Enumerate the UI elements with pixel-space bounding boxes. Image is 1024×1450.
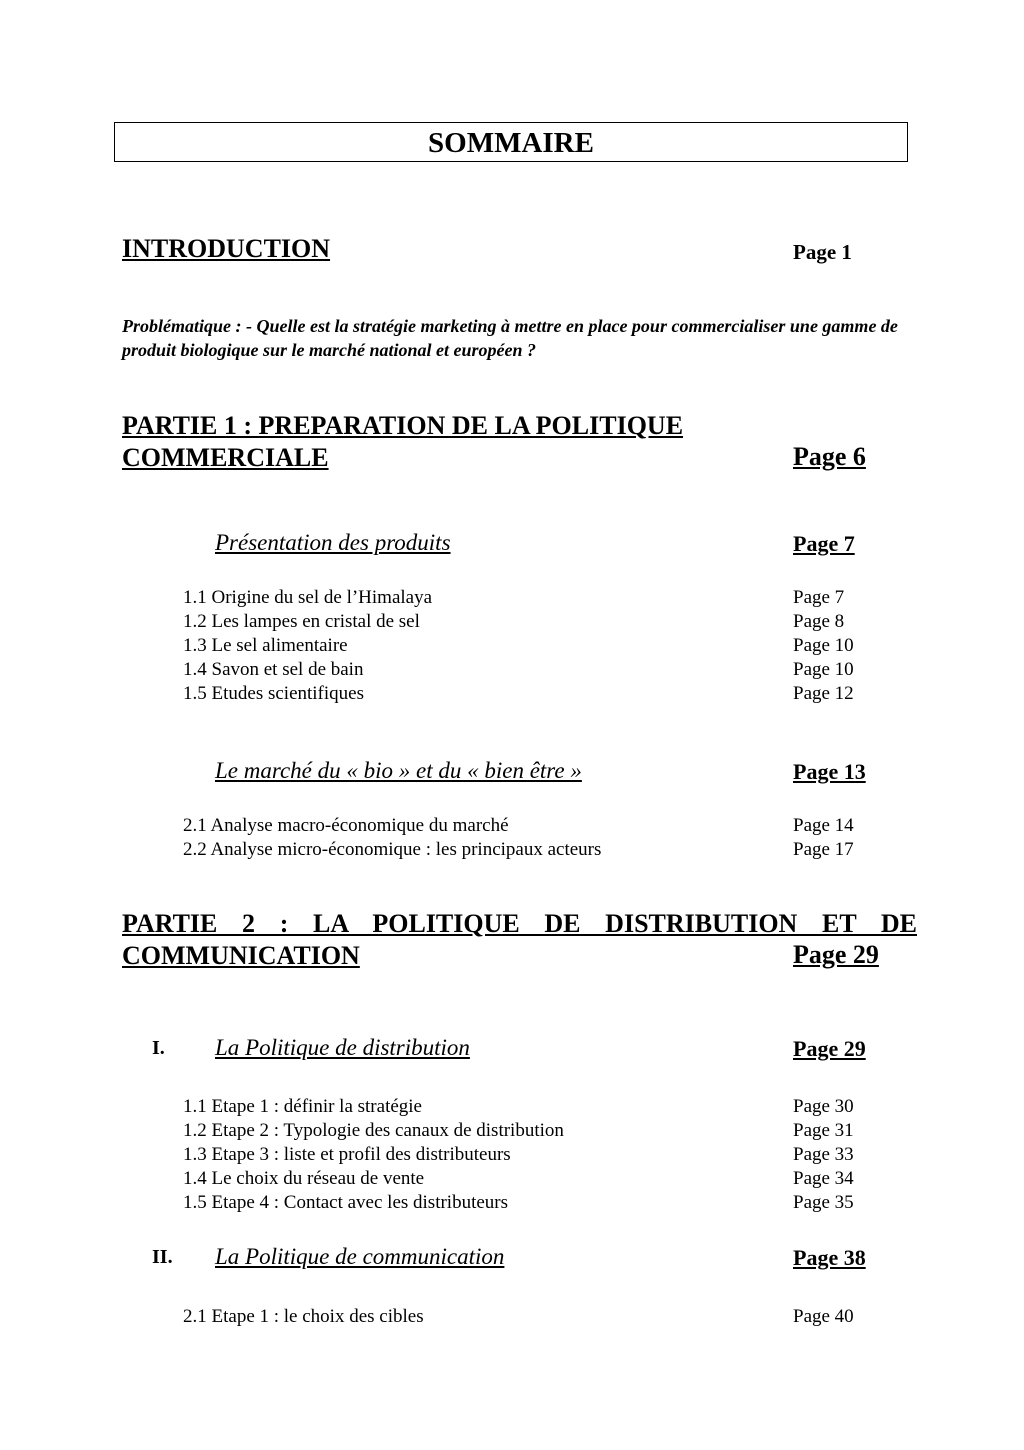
item-label: 1.5 Etape 4 : Contact avec les distributeurs xyxy=(183,1192,509,1213)
partie2-section2-marker: II. xyxy=(152,1246,173,1268)
list-item xyxy=(183,814,883,838)
partie1-section1-page: Page 7 xyxy=(793,531,855,556)
partie2-section1-marker: I. xyxy=(152,1037,165,1059)
item-page: Page 31 xyxy=(793,1120,854,1141)
partie2-heading-line2: COMMUNICATION xyxy=(122,941,360,970)
item-label: 2.2 Analyse micro-économique : les principaux acteurs xyxy=(183,839,602,860)
partie2-section1-items xyxy=(183,1095,883,1215)
item-page: Page 10 xyxy=(793,659,854,680)
partie1-section2-title: Le marché du « bio » et du « bien être » xyxy=(215,758,582,783)
partie2-section2-title: La Politique de communication xyxy=(215,1244,505,1269)
item-page: Page 34 xyxy=(793,1168,854,1189)
introduction-page: Page 1 xyxy=(793,240,852,264)
list-item xyxy=(183,658,883,682)
item-page: Page 12 xyxy=(793,683,854,704)
partie2-page: Page 29 xyxy=(793,940,879,969)
partie1-heading-line2: COMMERCIALE xyxy=(122,443,329,472)
list-item xyxy=(183,1143,883,1167)
partie1-page: Page 6 xyxy=(793,442,866,471)
sommaire-title: SOMMAIRE xyxy=(428,127,594,159)
list-item xyxy=(183,838,883,862)
item-label: 2.1 Analyse macro-économique du marché xyxy=(183,815,509,836)
item-label: 1.4 Le choix du réseau de vente xyxy=(183,1168,425,1189)
partie1-heading-line1: PARTIE 1 : PREPARATION DE LA POLITIQUE xyxy=(122,411,684,440)
partie1-section2-items xyxy=(183,814,883,862)
item-page: Page 14 xyxy=(793,815,854,836)
item-label: 1.1 Etape 1 : définir la stratégie xyxy=(183,1096,422,1117)
list-item xyxy=(183,1191,883,1215)
list-item xyxy=(183,610,883,634)
item-label: 1.4 Savon et sel de bain xyxy=(183,659,364,680)
partie2-section1-page: Page 29 xyxy=(793,1036,866,1061)
item-label: 1.3 Le sel alimentaire xyxy=(183,635,348,656)
item-page: Page 10 xyxy=(793,635,854,656)
list-item xyxy=(183,634,883,658)
problematique-text: Problématique : - Quelle est la stratégie marketing à mettre en place pour commercialiser une gamme de produit biologique sur le marché national et européen ? xyxy=(122,316,898,360)
partie1-section1-title: Présentation des produits xyxy=(215,530,451,555)
item-label: 1.3 Etape 3 : liste et profil des distributeurs xyxy=(183,1144,511,1165)
item-page: Page 17 xyxy=(793,839,854,860)
partie2-section2-items xyxy=(183,1305,883,1329)
list-item xyxy=(183,682,883,706)
item-label: 1.5 Etudes scientifiques xyxy=(183,683,364,704)
list-item xyxy=(183,1305,883,1329)
item-label: 1.2 Etape 2 : Typologie des canaux de distribution xyxy=(183,1120,564,1141)
item-page: Page 30 xyxy=(793,1096,854,1117)
list-item xyxy=(183,1119,883,1143)
item-label: 1.2 Les lampes en cristal de sel xyxy=(183,611,420,632)
partie2-section2-page: Page 38 xyxy=(793,1245,866,1270)
item-label: 1.1 Origine du sel de l’Himalaya xyxy=(183,587,433,608)
sommaire-title-box xyxy=(114,122,908,162)
list-item xyxy=(183,1167,883,1191)
partie2-heading-line1: PARTIE 2 : LA POLITIQUE DE DISTRIBUTION ET DE xyxy=(122,909,917,938)
item-page: Page 7 xyxy=(793,587,845,608)
partie2-section1-title: La Politique de distribution xyxy=(215,1035,470,1060)
item-page: Page 35 xyxy=(793,1192,854,1213)
list-item xyxy=(183,586,883,610)
partie1-section2-page: Page 13 xyxy=(793,759,866,784)
list-item xyxy=(183,1095,883,1119)
item-page: Page 33 xyxy=(793,1144,854,1165)
item-label: 2.1 Etape 1 : le choix des cibles xyxy=(183,1306,424,1327)
item-page: Page 8 xyxy=(793,611,845,632)
item-page: Page 40 xyxy=(793,1306,854,1327)
partie1-section1-items xyxy=(183,586,883,706)
introduction-heading: INTRODUCTION xyxy=(122,234,331,263)
